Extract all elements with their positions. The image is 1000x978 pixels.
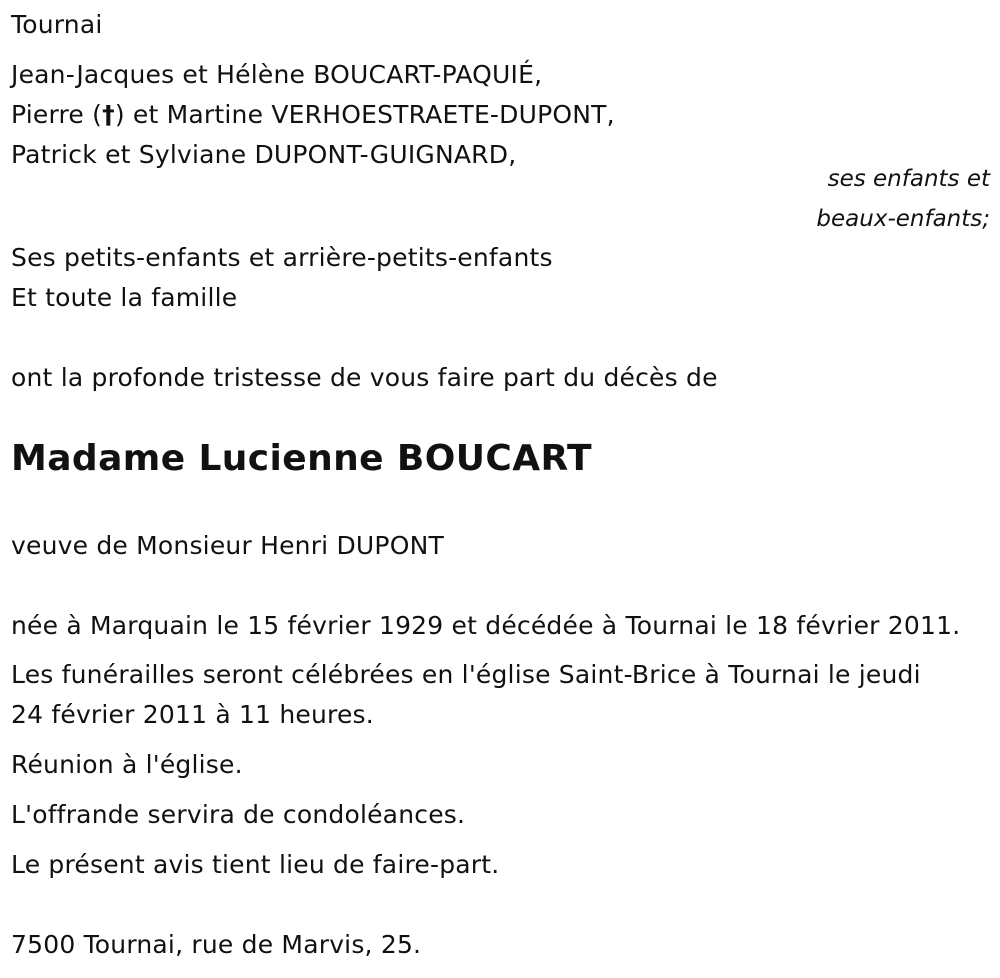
notice-text: Le présent avis tient lieu de faire-part.	[11, 850, 500, 879]
other-family-line-2: Et toute la famille	[11, 283, 238, 312]
birth-death-text: née à Marquain le 15 février 1929 et décédée à Tournai le 18 février 2011.	[11, 611, 961, 640]
location-header: Tournai	[11, 10, 103, 39]
meeting-text: Réunion à l'église.	[11, 750, 243, 779]
family-line-2	[11, 100, 615, 130]
family-line-2-end: ) et Martine VERHOESTRAETE-DUPONT,	[114, 100, 615, 129]
relation-line-1: ses enfants et	[827, 166, 990, 192]
announcement-text: ont la profonde tristesse de vous faire part du décès de	[11, 363, 718, 392]
relation-line-2: beaux-enfants;	[816, 206, 990, 232]
other-family-line-1: Ses petits-enfants et arrière-petits-enfants	[11, 243, 553, 272]
offering-text: L'offrande servira de condoléances.	[11, 800, 466, 829]
funeral-line-2: 24 février 2011 à 11 heures.	[11, 700, 374, 729]
family-line-2-start: Pierre (	[11, 100, 103, 129]
widow-of-text: veuve de Monsieur Henri DUPONT	[11, 531, 444, 560]
address-text: 7500 Tournai, rue de Marvis, 25.	[11, 930, 422, 959]
deceased-name: Madame Lucienne BOUCART	[11, 438, 592, 479]
cross-symbol: †	[102, 100, 115, 129]
funeral-line-1: Les funérailles seront célébrées en l'église Saint-Brice à Tournai le jeudi	[11, 660, 921, 689]
family-line-3: Patrick et Sylviane DUPONT-GUIGNARD,	[11, 140, 517, 169]
family-line-1: Jean-Jacques et Hélène BOUCART-PAQUIÉ,	[11, 60, 543, 89]
